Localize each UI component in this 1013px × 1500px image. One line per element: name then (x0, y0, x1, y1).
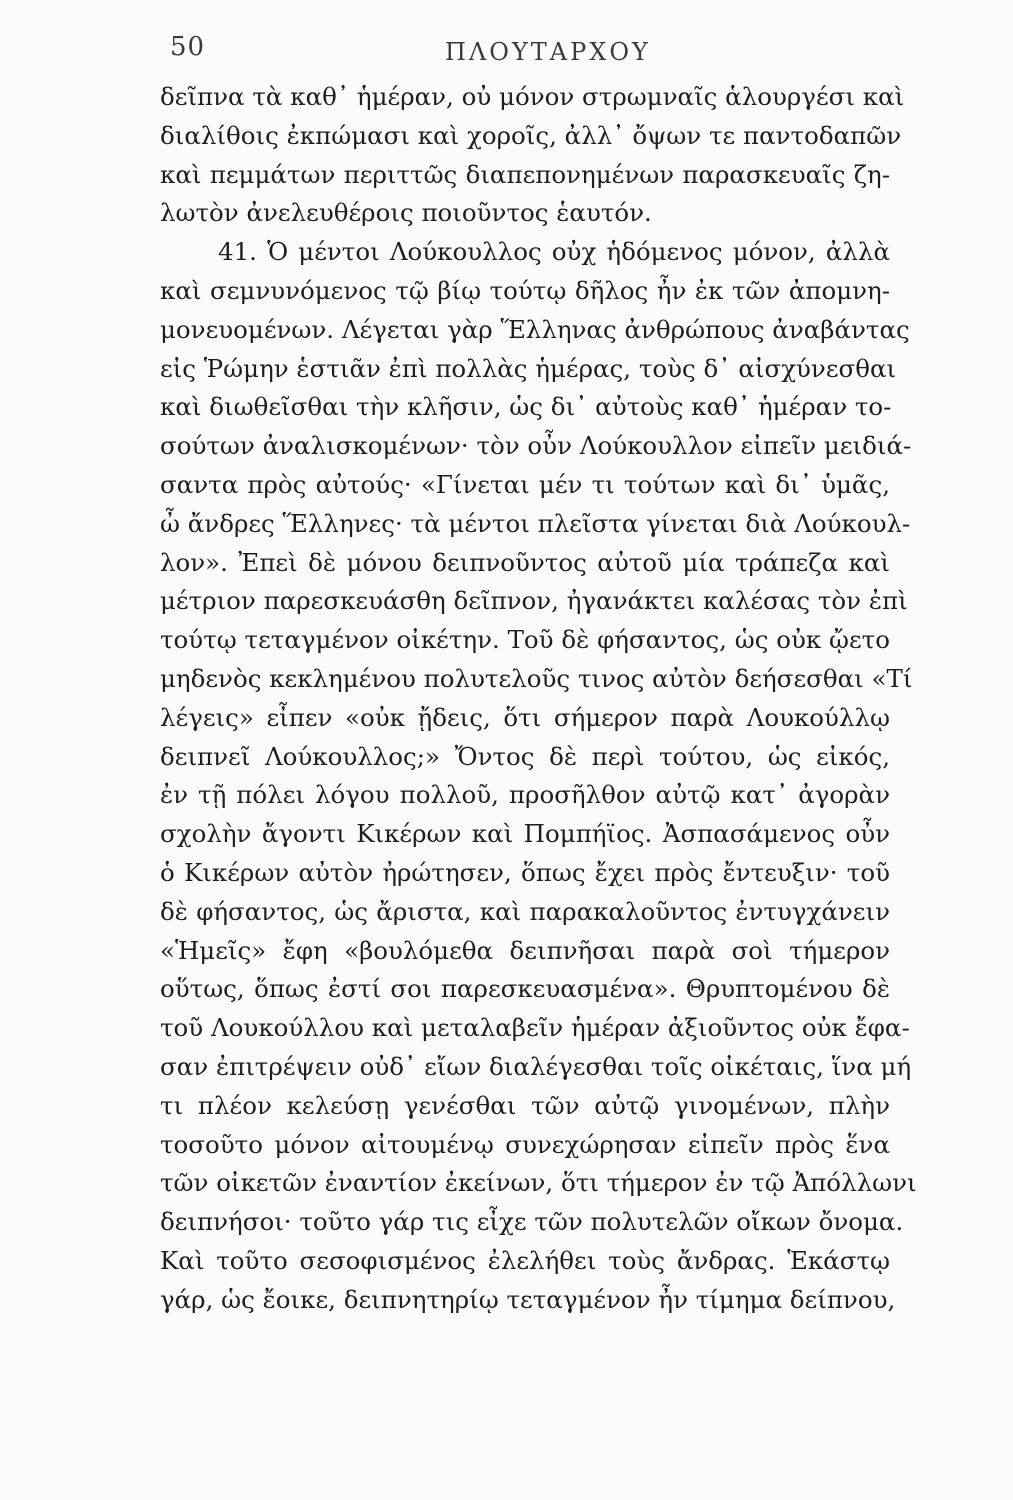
text-line: ἐν τῇ πόλει λόγου πολλοῦ, προσῆλθον αὐτῷ κατ᾽ ἀγορὰν (160, 780, 890, 810)
text-line: λωτὸν ἀνελευθέροις ποιοῦντος ἑαυτόν. (160, 198, 652, 228)
text-line: μέτριον παρεσκευάσθη δεῖπνον, ἠγανάκτει καλέσας τὸν ἐπὶ (160, 586, 908, 616)
text-line: τῶν οἰκετῶν ἐναντίον ἐκείνων, ὅτι τήμερον ἐν τῷ Ἀπόλλωνι (160, 1168, 917, 1198)
text-line: μηδενὸς κεκλημένου πολυτελοῦς τινος αὐτὸν δεήσεσθαι «Τί (160, 663, 913, 693)
text-line: τοσοῦτο μόνον αἰτουμένῳ συνεχώρησαν εἰπεῖν πρὸς ἕνα (160, 1129, 890, 1159)
text-line: λέγεις» εἶπεν «οὐκ ᾔδεις, ὅτι σήμερον παρὰ Λουκούλλῳ (160, 702, 890, 732)
page-number: 50 (170, 32, 206, 62)
text-line: γάρ, ὡς ἔοικε, δειπνητηρίῳ τεταγμένον ἦν τίμημα δείπνου, (160, 1284, 896, 1314)
text-line: τι πλέον κελεύσῃ γενέσθαι τῶν αὐτῷ γινομένων, πλὴν (160, 1090, 890, 1120)
text-line: δεῖπνα τὰ καθ᾽ ἡμέραν, οὐ μόνον στρωμναῖς ἁλουργέσι καὶ (160, 82, 905, 111)
text-line: ὦ ἄνδρες Ἕλληνες· τὰ μέντοι πλεῖστα γίνεται διὰ Λούκουλ- (160, 508, 911, 538)
text-line: καὶ διωθεῖσθαι τὴν κλῆσιν, ὡς δι᾽ αὐτοὺς καθ᾽ ἡμέραν το- (160, 392, 892, 422)
text-line: σαν ἐπιτρέψειν οὐδ᾽ εἴων διαλέγεσθαι τοῖς οἰκέταις, ἵνα μή (160, 1051, 912, 1081)
text-line: δειπνεῖ Λούκουλλος;» Ὄντος δὲ περὶ τούτου, ὡς εἰκός, (160, 741, 890, 771)
text-line: διαλίθοις ἐκπώμασι καὶ χοροῖς, ἀλλ᾽ ὄψων τε παντοδαπῶν (160, 120, 902, 150)
text-line: ὁ Κικέρων αὐτὸν ἠρώτησεν, ὅπως ἔχει πρὸς ἔντευξιν· τοῦ (160, 857, 890, 887)
text-line: λον». Ἐπεὶ δὲ μόνου δειπνοῦντος αὐτοῦ μία τράπεζα καὶ (160, 547, 890, 577)
text-line: εἰς Ῥώμην ἑστιᾶν ἐπὶ πολλὰς ἡμέρας, τοὺς δ᾽ αἰσχύνεσθαι (160, 353, 897, 383)
body-text (160, 78, 917, 1320)
running-title: ΠΛΟΥΤΑΡΧΟΥ (445, 38, 651, 66)
text-line: μονευομένων. Λέγεται γὰρ Ἕλληνας ἀνθρώπους ἀναβάντας (160, 314, 910, 344)
text-line: σούτων ἀναλισκομένων· τὸν οὖν Λούκουλλον εἰπεῖν μειδιά- (160, 431, 912, 461)
text-line: Καὶ τοῦτο σεσοφισμένος ἐλελήθει τοὺς ἄνδρας. Ἑκάστῳ (160, 1245, 890, 1275)
text-line: σχολὴν ἄγοντι Κικέρων καὶ Πομπήϊος. Ἀσπασάμενος οὖν (160, 819, 890, 849)
text-line: καὶ σεμνυνόμενος τῷ βίῳ τούτῳ δῆλος ἦν ἐκ τῶν ἀπομνη- (160, 275, 890, 305)
text-line: οὕτως, ὅπως ἐστί σοι παρεσκευασμένα». Θρυπτομένου δὲ (160, 974, 890, 1004)
text-line: καὶ πεμμάτων περιττῶς διαπεπονημένων παρασκευαῖς ζη- (160, 159, 890, 189)
text-line: τοῦ Λουκούλλου καὶ μεταλαβεῖν ἡμέραν ἀξιοῦντος οὐκ ἔφα- (160, 1013, 910, 1043)
text-line: 41. Ὁ μέντοι Λούκουλλος οὐχ ἡδόμενος μόνον, ἀλλὰ (218, 237, 890, 267)
text-line: «Ἡμεῖς» ἔφη «βουλόμεθα δειπνῆσαι παρὰ σοὶ τήμερον (160, 935, 890, 965)
text-line: τούτῳ τεταγμένον οἰκέτην. Τοῦ δὲ φήσαντος, ὡς οὐκ ᾤετο (160, 625, 890, 655)
text-line: σαντα πρὸς αὐτούς· «Γίνεται μέν τι τούτων καὶ δι᾽ ὑμᾶς, (160, 469, 890, 499)
text-line: δὲ φήσαντος, ὡς ἄριστα, καὶ παρακαλοῦντος ἐντυγχάνειν (160, 896, 890, 926)
text-line: δειπνήσοι· τοῦτο γάρ τις εἶχε τῶν πολυτελῶν οἴκων ὄνομα. (160, 1207, 904, 1237)
